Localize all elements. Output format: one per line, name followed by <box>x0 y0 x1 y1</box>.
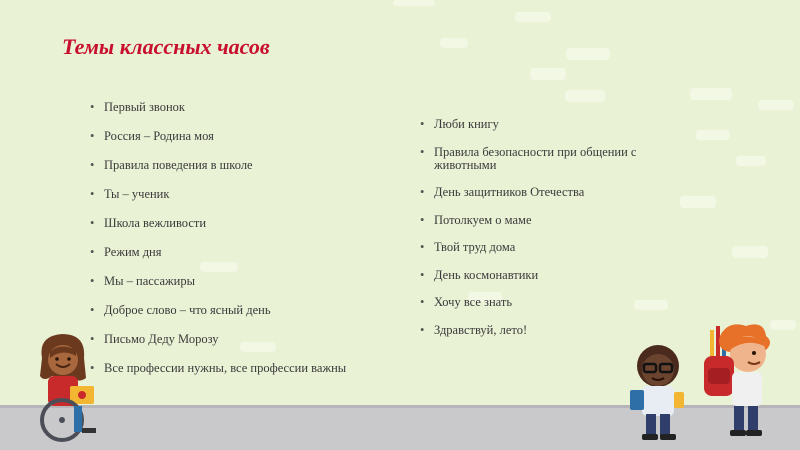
chalk-mark <box>440 38 468 48</box>
topic-item: • Здравствуй, лето! <box>420 324 700 337</box>
slide-title: Темы классных часов <box>62 34 270 59</box>
chalk-mark <box>736 156 766 166</box>
topic-item: • Режим дня <box>90 246 420 259</box>
chalk-mark <box>530 68 566 80</box>
topic-item: • Первый звонок <box>90 101 420 114</box>
chalk-mark <box>393 0 435 6</box>
topic-item: • День космонавтики <box>420 269 700 282</box>
topic-item: • Школа вежливости <box>90 217 420 230</box>
boy-glasses-illustration <box>622 340 694 442</box>
chalk-mark <box>732 246 768 258</box>
topic-item: • Россия – Родина моя <box>90 130 420 143</box>
chalk-mark <box>696 130 730 140</box>
topic-item: • Все профессии нужны, все профессии важны <box>90 362 420 375</box>
chalk-mark <box>565 90 605 102</box>
topic-item: • Мы – пассажиры <box>90 275 420 288</box>
topic-item: • Правила поведения в школе <box>90 159 420 172</box>
boy-backpack-illustration <box>700 322 780 442</box>
chalk-mark <box>515 12 551 22</box>
topic-item: • Письмо Деду Морозу <box>90 333 420 346</box>
topic-item: • День защитников Отечества <box>420 186 700 199</box>
topic-item: • Правила безопасности при общении с животными <box>420 146 700 172</box>
topic-list-left <box>90 101 420 391</box>
chalk-mark <box>566 48 610 60</box>
chalk-mark <box>758 100 794 110</box>
chalk-mark <box>690 88 732 100</box>
topic-item: • Твой труд дома <box>420 241 700 254</box>
topic-item: • Доброе слово – что ясный день <box>90 304 420 317</box>
topic-item: • Ты – ученик <box>90 188 420 201</box>
girl-wheelchair-illustration <box>30 330 110 442</box>
topic-item: • Люби книгу <box>420 118 700 131</box>
topic-item: • Хочу все знать <box>420 296 700 309</box>
topic-list-right <box>420 118 700 351</box>
topic-item: • Потолкуем о маме <box>420 214 700 227</box>
